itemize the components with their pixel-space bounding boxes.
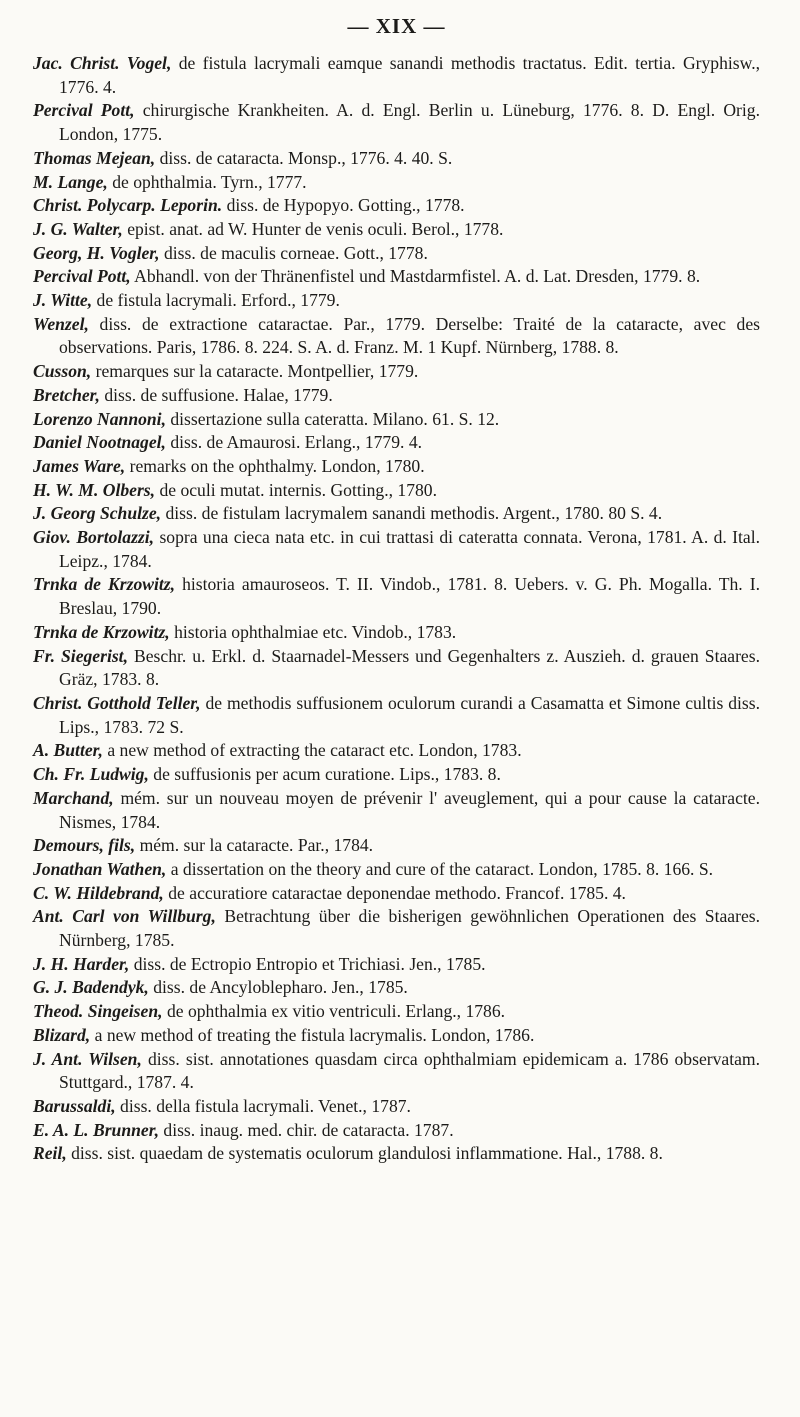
- bibliography-entry: [33, 384, 760, 408]
- entry-text: diss. de suffusione. Halae, 1779.: [104, 384, 333, 405]
- entry-author: Wenzel,: [33, 313, 89, 334]
- entry-text: diss. de fistulam lacrymalem sanandi methodis. Argent., 1780. 80 S. 4.: [165, 503, 663, 524]
- entry-text: remarques sur la cataracte. Montpellier, 1779.: [95, 361, 419, 382]
- entry-author: Ant. Carl von Willburg,: [33, 906, 216, 927]
- bibliography-entry: [33, 621, 760, 645]
- bibliography-entry: [33, 739, 760, 763]
- bibliography-entry: [33, 1142, 760, 1166]
- entry-text: de ophthalmia. Tyrn., 1777.: [112, 171, 307, 192]
- bibliography-entry: [33, 360, 760, 384]
- entry-text: de fistula lacrymali eamque sanandi methodis tractatus. Edit. tertia. Gryphisw., 1776. 4.: [59, 53, 760, 97]
- entry-author: Percival Pott,: [33, 266, 131, 287]
- bibliography-list: [33, 52, 760, 1166]
- entry-text: Betrachtung über die bisherigen gewöhnlichen Operationen des Staares. Nürnberg, 1785.: [59, 906, 760, 951]
- entry-author: Percival Pott,: [33, 100, 135, 121]
- entry-text: diss. de Hypopyo. Gotting., 1778.: [226, 195, 465, 216]
- bibliography-entry: [33, 479, 760, 503]
- entry-text: mém. sur un nouveau moyen de prévenir l' aveuglement, qui a pour cause la cataracte. Nismes, 1784.: [59, 787, 760, 832]
- entry-text: mém. sur la cataracte. Par., 1784.: [139, 835, 374, 856]
- entry-author: J. H. Harder,: [33, 953, 130, 974]
- entry-author: Christ. Polycarp. Leporin.: [33, 195, 223, 216]
- bibliography-entry: [33, 313, 760, 360]
- entry-text: diss. sist. annotationes quasdam circa ophthalmiam epidemicam a. 1786 observatam. Stuttgard., 1787. 4.: [59, 1048, 761, 1093]
- bibliography-entry: [33, 526, 760, 573]
- bibliography-entry: [33, 573, 760, 620]
- entry-text: Beschr. u. Erkl. d. Staarnadel-Messers und Gegenhalters z. Auszieh. d. grauen Staares. Gräz, 1783. 8.: [59, 645, 760, 690]
- bibliography-entry: [33, 171, 760, 195]
- entry-text: a new method of extracting the cataract etc. London, 1783.: [107, 740, 522, 761]
- entry-text: de accuratiore cataractae deponendae methodo. Francof. 1785. 4.: [168, 882, 626, 903]
- bibliography-entry: [33, 265, 760, 289]
- entry-author: Jac. Christ. Vogel,: [33, 53, 172, 73]
- entry-author: Marchand,: [33, 787, 114, 808]
- bibliography-entry: [33, 431, 760, 455]
- bibliography-entry: [33, 1024, 760, 1048]
- entry-author: James Ware,: [33, 455, 126, 476]
- entry-text: diss. de Amaurosi. Erlang., 1779. 4.: [170, 432, 423, 453]
- entry-text: sopra una cieca nata etc. in cui trattasi di cateratta connata. Verona, 1781. A. d. Ital. Leipz., 1784.: [59, 527, 761, 571]
- bibliography-entry: [33, 645, 760, 692]
- entry-author: Thomas Mejean,: [33, 147, 156, 168]
- entry-text: a dissertation on the theory and cure of the cataract. London, 1785. 8. 166. S.: [170, 858, 714, 879]
- entry-author: H. W. M. Olbers,: [33, 479, 156, 500]
- bibliography-entry: [33, 834, 760, 858]
- entry-text: diss. de maculis corneae. Gott., 1778.: [164, 242, 428, 263]
- entry-author: M. Lange,: [33, 171, 108, 192]
- entry-author: Reil,: [33, 1143, 67, 1164]
- entry-text: diss. della fistula lacrymali. Venet., 1787.: [120, 1095, 411, 1116]
- entry-author: J. G. Walter,: [33, 218, 123, 239]
- entry-text: chirurgische Krankheiten. A. d. Engl. Berlin u. Lüneburg, 1776. 8. D. Engl. Orig. London, 1775.: [59, 100, 760, 145]
- entry-author: Demours, fils,: [33, 835, 136, 856]
- entry-author: E. A. L. Brunner,: [33, 1119, 159, 1140]
- entry-author: Cusson,: [33, 361, 92, 382]
- entry-text: diss. de cataracta. Monsp., 1776. 4. 40. S.: [159, 147, 453, 168]
- entry-text: remarks on the ophthalmy. London, 1780.: [129, 455, 425, 476]
- bibliography-entry: [33, 905, 760, 952]
- entry-text: Abhandl. von der Thränenfistel und Mastdarmfistel. A. d. Lat. Dresden, 1779. 8.: [134, 266, 701, 287]
- entry-author: Blizard,: [33, 1024, 91, 1045]
- entry-text: de fistula lacrymali. Erford., 1779.: [96, 290, 340, 311]
- bibliography-entry: [33, 289, 760, 313]
- entry-text: diss. de Ectropio Entropio et Trichiasi. Jen., 1785.: [133, 953, 486, 974]
- bibliography-entry: [33, 502, 760, 526]
- bibliography-entry: [33, 455, 760, 479]
- entry-author: Barussaldi,: [33, 1095, 116, 1116]
- entry-author: Lorenzo Nannoni,: [33, 408, 166, 429]
- bibliography-entry: [33, 1000, 760, 1024]
- bibliography-entry: [33, 953, 760, 977]
- entry-text: historia amauroseos. T. II. Vindob., 1781. 8. Uebers. v. G. Ph. Mogalla. Th. I. Breslau, 1790.: [59, 574, 760, 619]
- bibliography-entry: [33, 692, 760, 739]
- entry-author: Giov. Bortolazzi,: [33, 527, 155, 548]
- entry-text: historia ophthalmiae etc. Vindob., 1783.: [174, 621, 457, 642]
- entry-author: A. Butter,: [33, 740, 103, 761]
- entry-text: de methodis suffusionem oculorum curandi a Casamatta et Simone cultis diss. Lips., 1783. 72 S.: [59, 692, 761, 737]
- entry-author: Daniel Nootnagel,: [33, 432, 166, 453]
- entry-author: C. W. Hildebrand,: [33, 882, 164, 903]
- entry-author: Jonathan Wathen,: [33, 858, 167, 879]
- bibliography-entry: [33, 99, 760, 146]
- bibliography-entry: [33, 882, 760, 906]
- bibliography-entry: [33, 147, 760, 171]
- entry-text: diss. de extractione cataractae. Par., 1779. Derselbe: Traité de la cataracte, avec des observations. Paris, 1786. 8. 224. S. A. d. Franz. M. 1 Kupf. Nürnberg, 1788. 8.: [59, 313, 760, 358]
- entry-author: Bretcher,: [33, 384, 100, 405]
- bibliography-entry: [33, 1095, 760, 1119]
- bibliography-entry: [33, 1119, 760, 1143]
- bibliography-entry: [33, 787, 760, 834]
- entry-author: Theod. Singeisen,: [33, 1001, 163, 1022]
- bibliography-entry: [33, 976, 760, 1000]
- entry-text: de suffusionis per acum curatione. Lips., 1783. 8.: [153, 764, 501, 785]
- entry-author: Trnka de Krzowitz,: [33, 621, 170, 642]
- entry-text: de oculi mutat. internis. Gotting., 1780.: [159, 479, 437, 500]
- entry-text: dissertazione sulla cateratta. Milano. 61. S. 12.: [170, 408, 500, 429]
- entry-text: diss. sist. quaedam de systematis oculorum glandulosi inflammatione. Hal., 1788. 8.: [71, 1143, 663, 1164]
- entry-author: J. Georg Schulze,: [33, 503, 162, 524]
- entry-text: epist. anat. ad W. Hunter de venis oculi. Berol., 1778.: [127, 218, 504, 239]
- entry-author: J. Ant. Wilsen,: [33, 1048, 142, 1069]
- entry-text: diss. inaug. med. chir. de cataracta. 1787.: [163, 1119, 454, 1140]
- bibliography-entry: [33, 858, 760, 882]
- entry-text: de ophthalmia ex vitio ventriculi. Erlang., 1786.: [166, 1001, 506, 1022]
- entry-author: G. J. Badendyk,: [33, 977, 149, 998]
- entry-text: diss. de Ancyloblepharo. Jen., 1785.: [153, 977, 408, 998]
- page-header: — XIX —: [347, 14, 446, 38]
- bibliography-entry: [33, 1048, 760, 1095]
- bibliography-entry: [33, 763, 760, 787]
- bibliography-entry: [33, 194, 760, 218]
- entry-author: Fr. Siegerist,: [33, 645, 128, 666]
- bibliography-entry: [33, 408, 760, 432]
- entry-author: Ch. Fr. Ludwig,: [33, 764, 149, 785]
- entry-author: J. Witte,: [33, 290, 93, 311]
- entry-text: a new method of treating the fistula lacrymalis. London, 1786.: [94, 1024, 535, 1045]
- entry-author: Christ. Gotthold Teller,: [33, 692, 201, 713]
- entry-author: Georg, H. Vogler,: [33, 242, 160, 263]
- bibliography-entry: [33, 242, 760, 266]
- bibliography-entry: [33, 218, 760, 242]
- bibliography-entry: [33, 52, 760, 99]
- entry-author: Trnka de Krzowitz,: [33, 574, 176, 595]
